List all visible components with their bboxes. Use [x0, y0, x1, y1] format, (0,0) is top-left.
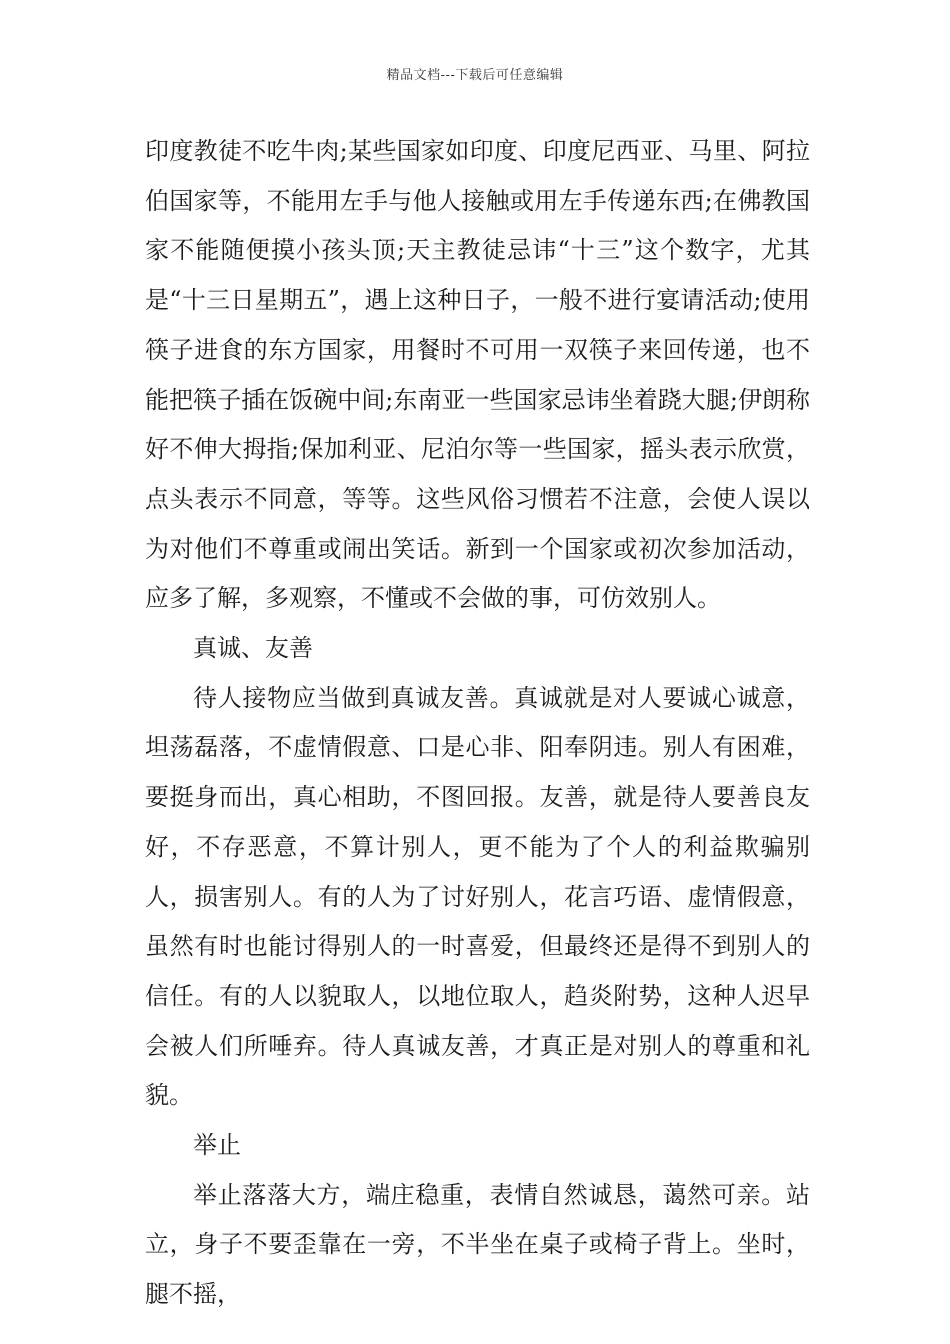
page-header: 精品文档---下载后可任意编辑 [386, 68, 564, 83]
paragraph-sincerity: 待人接物应当做到真诚友善。真诚就是对人要诚心诚意，坦荡磊落，不虚情假意、口是心非、阳奉阴违。别人有困难，要挺身而出，真心相助，不图回报。友善，就是待人要善良友好，不存恶意，不算计别人，更不能为了个人的利益欺骗别人，损害别人。有的人为了讨好别人，花言巧语、虚情假意，虽然有时也能讨得别人的一时喜爱，但最终还是得不到别人的信任。有的人以貌取人，以地位取人，趋炎附势，这种人迟早会被人们所唾弃。待人真诚友善，才真正是对别人的尊重和礼貌。 [145, 683, 810, 1110]
paragraph-customs: 印度教徒不吃牛肉;某些国家如印度、印度尼西亚、马里、阿拉伯国家等，不能用左手与他人接触或用左手传递东西;在佛教国家不能随便摸小孩头顶;天主教徒忌讳“十三”这个数字，尤其是“十三日星期五”，遇上这种日子，一般不进行宴请活动;使用筷子进食的东方国家，用餐时不可用一双筷子来回传递，也不能把筷子插在饭碗中间;东南亚一些国家忌讳坐着跷大腿;伊朗称好不伸大拇指;保加利亚、尼泊尔等一些国家，摇头表示欣赏，点头表示不同意，等等。这些风俗习惯若不注意，会使人误以为对他们不尊重或闹出笑话。新到一个国家或初次参加活动，应多了解，多观察，不懂或不会做的事，可仿效别人。 [145, 137, 810, 613]
section-heading-sincerity: 真诚、友善 [193, 634, 313, 663]
section-heading-manners: 举止 [193, 1131, 241, 1160]
document-body [145, 127, 810, 1320]
paragraph-manners: 举止落落大方，端庄稳重，表情自然诚恳，蔼然可亲。站立，身子不要歪靠在一旁，不半坐在桌子或椅子背上。坐时，腿不摇， [145, 1180, 810, 1309]
